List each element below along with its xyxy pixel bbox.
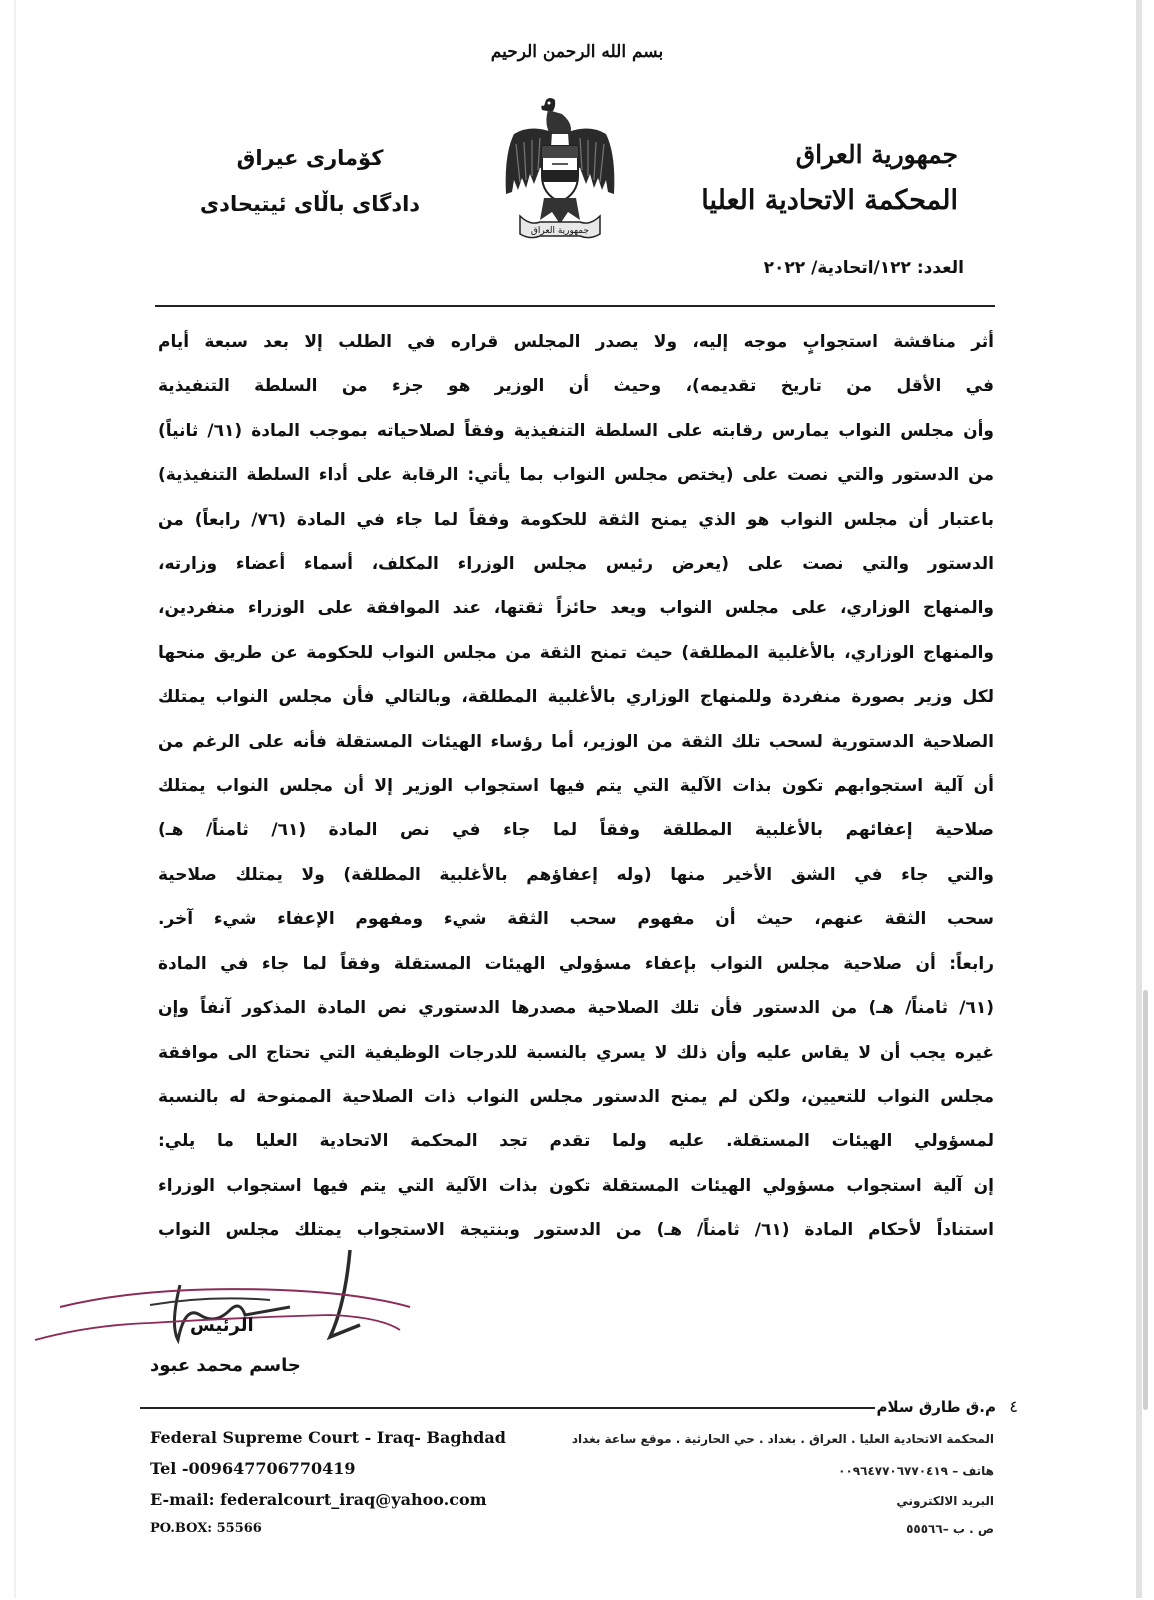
kurdish-header: [180, 146, 440, 216]
body-line: (٦١/ ثامناً/ هـ) من الدستور فأن تلك الصلاحية مصدرها الدستوري نص المادة المذكور آنفاً وإن: [158, 998, 994, 1019]
body-line: مجلس النواب للتعيين، ولكن لم يمنح الدستور مجلس النواب ذات الصلاحية الممنوحة له بالنسبة: [158, 1086, 994, 1107]
header-divider: [155, 305, 995, 307]
arabic-court-name: المحكمة الاتحادية العليا: [701, 185, 958, 216]
body-line: من الدستور والتي نصت على (يختص مجلس النواب بما يأتي: الرقابة على أداء السلطة التنفيذية): [158, 465, 994, 486]
arabic-country: جمهورية العراق: [795, 140, 958, 169]
body-line: أن آلية استجوابهم تكون بذات الآلية التي يتم فيها استجواب الوزير إلا أن مجلس النواب يمتلك: [158, 776, 994, 797]
body-line: والتي جاء في الشق الأخير منها (وله إعفاؤهم بالأغلبية المطلقة) ولا يمتلك صلاحية: [158, 864, 994, 885]
court-name-english: Federal Supreme Court - Iraq- Baghdad: [150, 1428, 506, 1447]
basmala: بسم الله الرحمن الرحيم: [490, 42, 664, 62]
pobox-english: PO.BOX: 55566: [150, 1521, 262, 1536]
body-line: والمنهاج الوزاري، على مجلس النواب ويعد حائزاً ثقتها، عند الموافقة على الوزراء منفردين،: [158, 598, 994, 619]
footer-arabic: [572, 1432, 994, 1536]
body-line: استناداً لأحكام المادة (٦١/ ثامناً/ هـ) من الدستور وبنتيجة الاستجواب يمتلك مجلس النواب: [158, 1220, 994, 1241]
body-line: والمنهاج الوزاري، بالأغلبية المطلقة) حيث تمنح الثقة من مجلس النواب للحكومة عن طريق منحها: [158, 642, 994, 663]
body-line: في الأقل من تاريخ تقديمه)، وحيث أن الوزير هو جزء من السلطة التنفيذية: [158, 376, 994, 397]
kurdish-country: كۆمارى عيراق: [236, 146, 384, 170]
body-line: وأن مجلس النواب يمارس رقابته على السلطة التنفيذية وفقاً لصلاحياته بموجب المادة (٦١/ ثانياً): [158, 420, 994, 441]
document-body: [158, 320, 994, 1253]
footer-signer: م.ق طارق سلام: [876, 1398, 996, 1416]
pobox-arabic: ص . ب –٥٥٥٦٦: [906, 1522, 994, 1536]
body-line: باعتبار أن مجلس النواب هو الذي يمنح الثقة للحكومة وفقاً لما جاء في المادة (٧٦/ رابعاً) من: [158, 509, 994, 530]
body-line: صلاحية إعفائهم بالأغلبية المطلقة وفقاً لما جاء في نص المادة (٦١/ ثامناً/ هـ): [158, 820, 994, 841]
email-arabic: البريد الالكتروني: [896, 1494, 994, 1508]
iraq-coat-of-arms-icon: [500, 94, 620, 244]
page-number: ٤: [1009, 1397, 1018, 1416]
footer-english: [150, 1428, 506, 1536]
body-line: أثر مناقشة استجوابٍ موجه إليه، ولا يصدر المجلس قراره في الطلب إلا بعد سبعة أيام: [158, 332, 994, 352]
body-line: الصلاحية الدستورية لسحب تلك الثقة من الوزير، أما رؤساء الهيئات المستقلة فأنه على الرغم من: [158, 731, 994, 752]
email-english: E-mail: federalcourt_iraq@yahoo.com: [150, 1490, 487, 1509]
signatory-title: الرئيس: [190, 1315, 254, 1336]
body-line: لكل وزير بصورة منفردة وللمنهاج الوزاري بالأغلبية المطلقة، وبالتالي فأن مجلس النواب يمتلك: [158, 687, 994, 708]
body-line: سحب الثقة عنهم، حيث أن مفهوم سحب الثقة شيء ومفهوم الإعفاء شيء آخر.: [158, 909, 994, 930]
reference-number: العدد: ١٢٢/اتحادية/ ٢٠٢٢: [763, 258, 964, 278]
address-arabic: المحكمة الاتحادية العليا . العراق . بغداد . حي الحارثية . موقع ساعة بغداد: [571, 1432, 994, 1446]
footer-divider: [140, 1407, 875, 1409]
scrollbar[interactable]: [1143, 990, 1148, 1410]
body-line: الدستور والتي نصت على (يعرض رئيس مجلس الوزراء المكلف، أسماء أعضاء وزارته،: [158, 554, 994, 575]
emblem-scroll-text: جمهورية العراق: [530, 226, 590, 236]
signatory-name: جاسم محمد عبود: [150, 1355, 301, 1376]
body-line: إن آلية استجواب مسؤولي الهيئات المستقلة تكون بذات الآلية التي يتم فيها استجواب الوزراء: [158, 1175, 994, 1196]
body-line: لمسؤولي الهيئات المستقلة. عليه ولما تقدم تجد المحكمة الاتحادية العليا ما يلي:: [158, 1131, 994, 1152]
phone-arabic: هاتف – ٠٠٩٦٤٧٧٠٦٧٧٠٤١٩: [838, 1464, 994, 1478]
body-line: رابعاً: أن صلاحية مجلس النواب بإعفاء مسؤولي الهيئات المستقلة وفقاً لما جاء في المادة: [158, 953, 994, 974]
body-line: غيره يجب أن لا يقاس عليه وأن ذلك لا يسري بالنسبة للدرجات الوظيفية التي تحتاج الى موافقة: [158, 1042, 994, 1063]
phone-english: Tel -009647706770419: [150, 1459, 356, 1478]
arabic-header: [701, 140, 958, 216]
kurdish-court-name: دادگاى باڵاى ئيتيحادى: [199, 192, 421, 216]
